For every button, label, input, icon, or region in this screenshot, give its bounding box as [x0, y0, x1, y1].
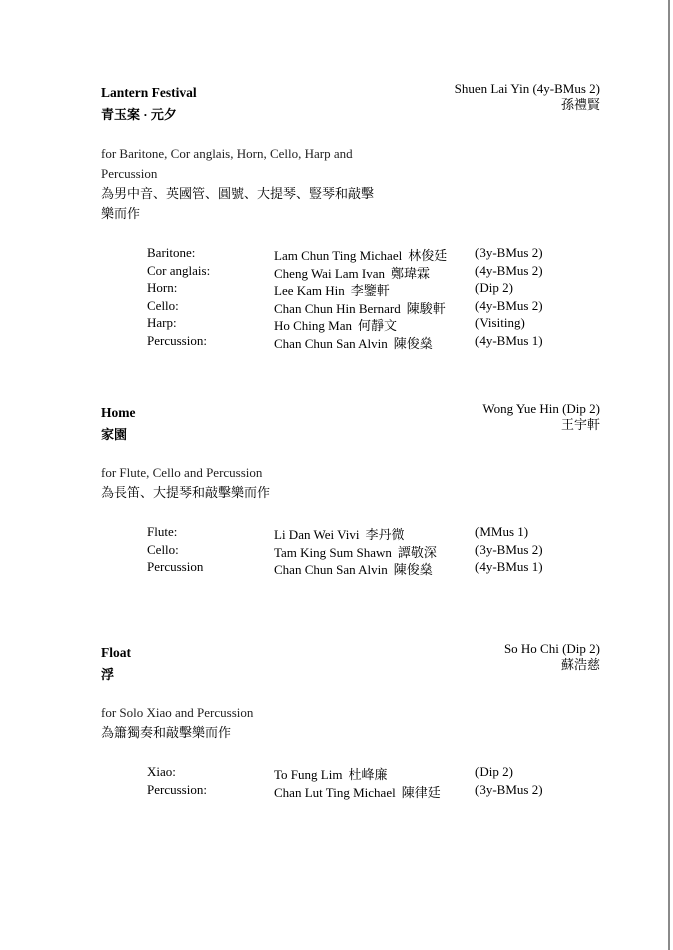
instrument: Baritone: [147, 245, 196, 260]
composer-name-zh: 王宇軒 [560, 417, 600, 432]
performer-row [0, 298, 673, 316]
performer-program: (3y-BMus 2) [475, 781, 543, 797]
instrument: Percussion: [147, 332, 207, 348]
performer-name: Cheng Wai Lam Ivan 鄭瑋霖 [274, 265, 431, 281]
instrumentation-zh: 為長笛、大提琴和敲擊樂而作 [101, 485, 271, 500]
instrumentation-zh: 為男中音、英國管、圓號、大提琴、豎琴和敲擊樂而作 [101, 186, 375, 221]
performer-program: (4y-BMus 1) [475, 332, 543, 348]
piece-title: Float [101, 645, 131, 660]
instrument: Harp: [147, 315, 177, 330]
performer-program: (MMus 1) [475, 524, 529, 539]
performer-program: (Dip 2) [475, 280, 513, 295]
instrumentation-en: for Baritone, Cor anglais, Horn, Cello, Harp and Percussion [101, 146, 353, 181]
instrument: Percussion: [147, 781, 207, 797]
performer-row [0, 764, 673, 782]
performer-row [0, 263, 673, 281]
performer-program: (3y-BMus 2) [475, 245, 543, 260]
composer [504, 641, 600, 673]
composer-name: So Ho Chi (Dip 2) [503, 641, 600, 656]
performer-program: (4y-BMus 1) [475, 559, 543, 574]
composer [482, 401, 600, 433]
page-edge [668, 0, 670, 950]
performer-program: (4y-BMus 2) [475, 262, 543, 278]
instrumentation [101, 463, 401, 503]
instrumentation-en: for Flute, Cello and Percussion [101, 465, 263, 480]
piece-title: Home [101, 405, 136, 420]
performer-row [0, 333, 673, 351]
instrument: Cor anglais: [147, 262, 211, 278]
instrument: Cello: [147, 541, 179, 557]
instrument: Flute: [147, 524, 178, 539]
performer-row [0, 559, 673, 577]
performer-name: Chan Chun San Alvin 陳俊燊 [274, 335, 433, 351]
instrument: Percussion [147, 559, 204, 574]
piece-title-zh: 家園 [101, 427, 128, 442]
composer-name-zh: 孫禮賢 [560, 97, 600, 112]
composer-name: Wong Yue Hin (Dip 2) [482, 401, 600, 416]
performer-program: (Visiting) [475, 315, 525, 330]
performer-name: Lam Chun Ting Michael 林俊廷 [274, 248, 448, 263]
performer-row [0, 542, 673, 560]
piece-title-zh: 浮 [101, 667, 115, 682]
instrumentation [101, 144, 381, 224]
performer-row [0, 782, 673, 800]
piece-title: Lantern Festival [101, 85, 197, 100]
performer-program: (Dip 2) [475, 764, 513, 779]
instrumentation-zh: 為簫獨奏和敲擊樂而作 [101, 725, 232, 740]
performer-row [0, 280, 673, 298]
performer-program: (3y-BMus 2) [475, 541, 543, 557]
instrument: Horn: [147, 280, 178, 295]
performer-name: Ho Ching Man 何靜文 [274, 318, 398, 333]
composer-name: Shuen Lai Yin (4y-BMus 2) [454, 81, 600, 96]
instrumentation [101, 703, 401, 743]
performer-name: Tam King Sum Shawn 譚敬深 [274, 544, 437, 560]
performer-name: Lee Kam Hin 李鑒軒 [274, 283, 390, 298]
performer-row [0, 315, 673, 333]
instrument: Xiao: [147, 764, 176, 779]
performer-name: Chan Chun Hin Bernard 陳駿軒 [274, 300, 446, 316]
performer-name: Chan Chun San Alvin 陳俊燊 [274, 562, 433, 577]
composer-name-zh: 蘇浩慈 [560, 657, 600, 672]
performer-name: Li Dan Wei Vivi 李丹微 [274, 527, 405, 542]
performer-name: Chan Lut Ting Michael 陳律廷 [274, 784, 441, 800]
performer-row [0, 245, 673, 263]
instrumentation-en: for Solo Xiao and Percussion [101, 705, 254, 720]
instrument: Cello: [147, 297, 179, 313]
composer [455, 81, 600, 113]
performer-program: (4y-BMus 2) [475, 297, 543, 313]
performer-name: To Fung Lim 杜峰廉 [274, 767, 388, 782]
piece-title-zh: 青玉案 · 元夕 [101, 107, 177, 122]
performer-row [0, 524, 673, 542]
